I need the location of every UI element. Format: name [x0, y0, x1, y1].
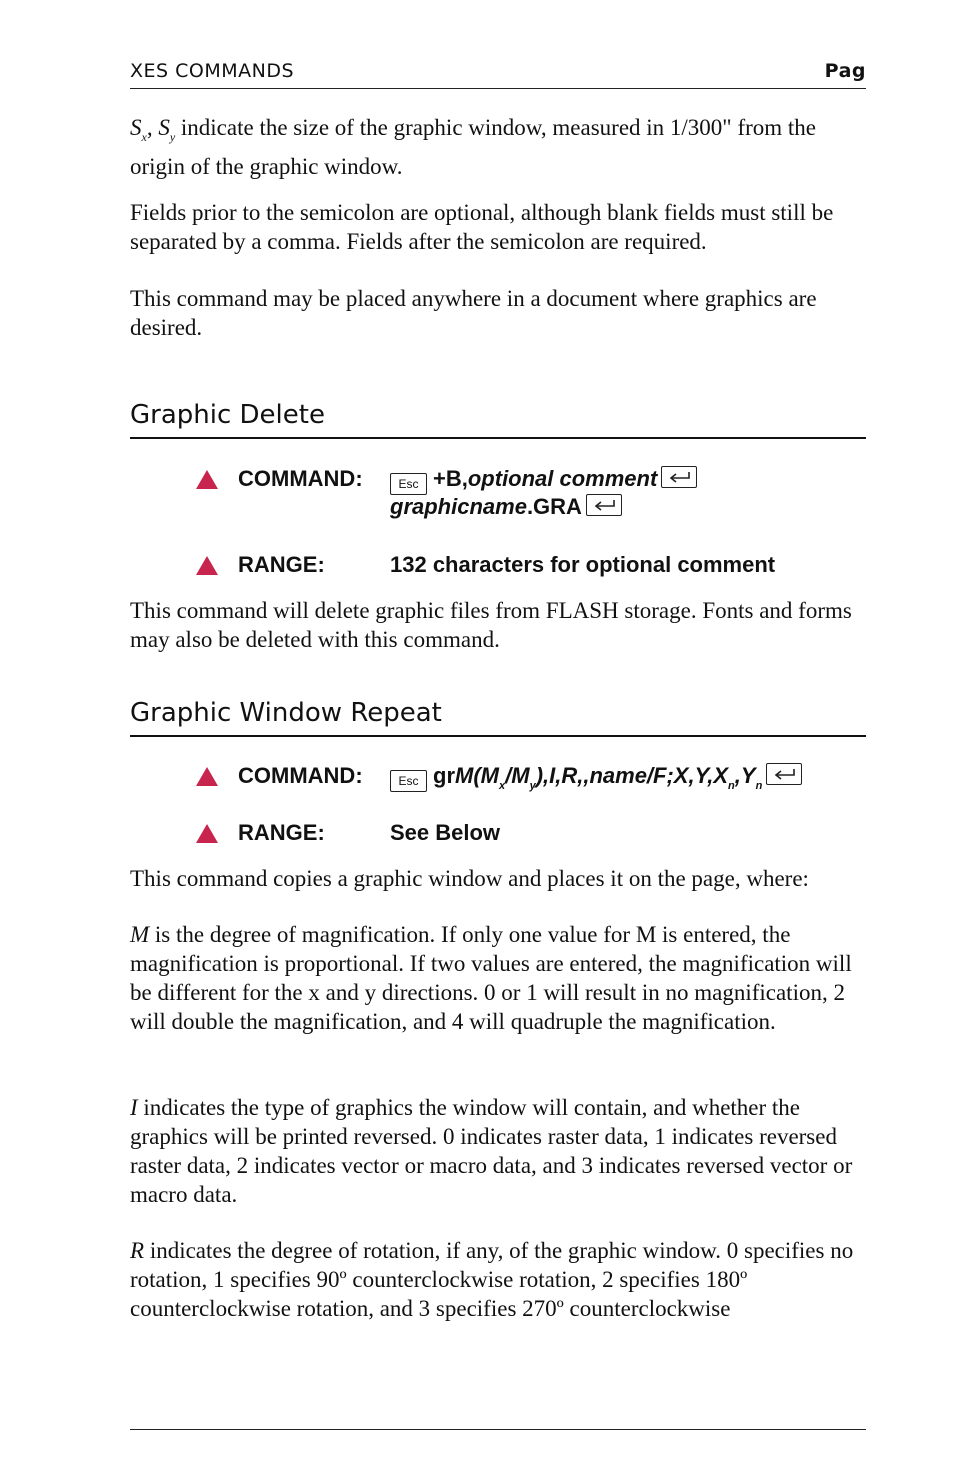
window-repeat-range-row — [196, 820, 876, 850]
fields-paragraph: Fields prior to the semicolon are optional, although blank fields must still be separated by a comma. Fields after the semicolon are required. — [130, 200, 834, 254]
window-repeat-description: This command copies a graphic window and places it on the page, where: — [130, 866, 809, 891]
command-label: COMMAND: — [238, 466, 363, 491]
enter-key-icon — [661, 466, 697, 488]
cmd-m1: M(M — [455, 763, 499, 788]
cmd-sub-y: y — [529, 780, 536, 792]
m-text: is the degree of magnification. If only one value for M is entered, the magnification is proportional. If two values are entered, the magnification will be different for the x and y directions. 0 or 1 will result in no magnification, 2 will double the magnification, and 4 will quadruple the magnification. — [130, 922, 852, 1034]
footer-rule — [130, 1429, 866, 1430]
size-sub-y: y — [169, 130, 176, 144]
size-text: indicate the size of the graphic window, measured in 1/300" from the origin of the graphic window. — [130, 115, 817, 179]
size-symbol-sy: S — [158, 115, 170, 140]
graphic-delete-command-row — [196, 466, 876, 496]
size-paragraph — [130, 113, 870, 181]
command-prefix: +B, — [433, 466, 468, 491]
magnification-paragraph — [130, 920, 866, 1036]
cmd-sub-n2: n — [755, 780, 763, 792]
range-label: RANGE: — [238, 820, 325, 845]
graphic-delete-range-row — [196, 552, 876, 582]
range-label: RANGE: — [238, 552, 325, 577]
graphic-delete-heading — [130, 400, 866, 439]
window-repeat-command-row — [196, 763, 876, 793]
graphic-window-repeat-heading — [130, 698, 866, 737]
command-prefix: gr — [433, 763, 455, 788]
cmd-mid: ),I,R,,name/F;X,Y,X — [535, 763, 729, 788]
image-type-paragraph — [130, 1093, 866, 1209]
enter-key-icon — [766, 763, 802, 785]
command-syntax — [390, 763, 802, 792]
command-file-suffix: .GRA — [526, 494, 582, 519]
cmd-sub-x: x — [498, 780, 506, 792]
command-argument: optional comment — [467, 466, 658, 491]
cmd-sub-n1: n — [728, 780, 735, 792]
rotation-paragraph — [130, 1236, 866, 1323]
m-variable: M — [130, 922, 150, 947]
range-value: 132 characters for optional comment — [390, 552, 776, 577]
command-label: COMMAND: — [238, 763, 363, 788]
cmd-y: ,Y — [734, 763, 756, 788]
range-value: See Below — [390, 820, 501, 845]
graphic-delete-command-line2 — [196, 494, 876, 524]
r-text: indicates the degree of rotation, if any, of the graphic window. 0 specifies no rotation, 1 specifies 90º counterclockwise rotation, 2 specifies 180º counterclockwise rotation, and 3 specifies 270º counterclockwise — [130, 1238, 854, 1321]
size-separator: , — [146, 115, 159, 140]
manual-page — [130, 0, 866, 1475]
bullet-triangle-icon — [196, 470, 218, 489]
esc-key-icon: Esc — [390, 770, 427, 792]
enter-key-icon — [586, 494, 622, 516]
graphic-delete-description: This command will delete graphic files from FLASH storage. Fonts and forms may also be deleted with this command. — [130, 598, 852, 652]
command-syntax — [390, 466, 697, 495]
size-symbol-sx: S — [130, 115, 142, 140]
cmd-m2: /M — [505, 763, 530, 788]
bullet-triangle-icon — [196, 556, 218, 575]
bullet-triangle-icon — [196, 824, 218, 843]
graphic-window-repeat-title: Graphic Window Repeat — [130, 698, 442, 728]
bullet-triangle-icon — [196, 767, 218, 786]
running-header — [130, 58, 866, 89]
command-syntax-line2 — [390, 494, 622, 520]
esc-key-icon: Esc — [390, 473, 427, 495]
r-variable: R — [130, 1238, 145, 1263]
command-filename-arg: graphicname — [390, 494, 527, 519]
i-text: indicates the type of graphics the window will contain, and whether the graphics will be printed reversed. 0 indicates raster data, 1 indicates reversed raster data, 2 indicates vector or macro data, and 3 indicates reversed vector or macro data. — [130, 1095, 853, 1207]
graphic-delete-title: Graphic Delete — [130, 400, 325, 430]
header-page-marker: Pag — [824, 60, 866, 82]
size-sub-x: x — [141, 130, 147, 144]
placement-paragraph: This command may be placed anywhere in a document where graphics are desired. — [130, 286, 817, 340]
header-section-title: XES COMMANDS — [130, 60, 295, 82]
i-variable: I — [130, 1095, 138, 1120]
